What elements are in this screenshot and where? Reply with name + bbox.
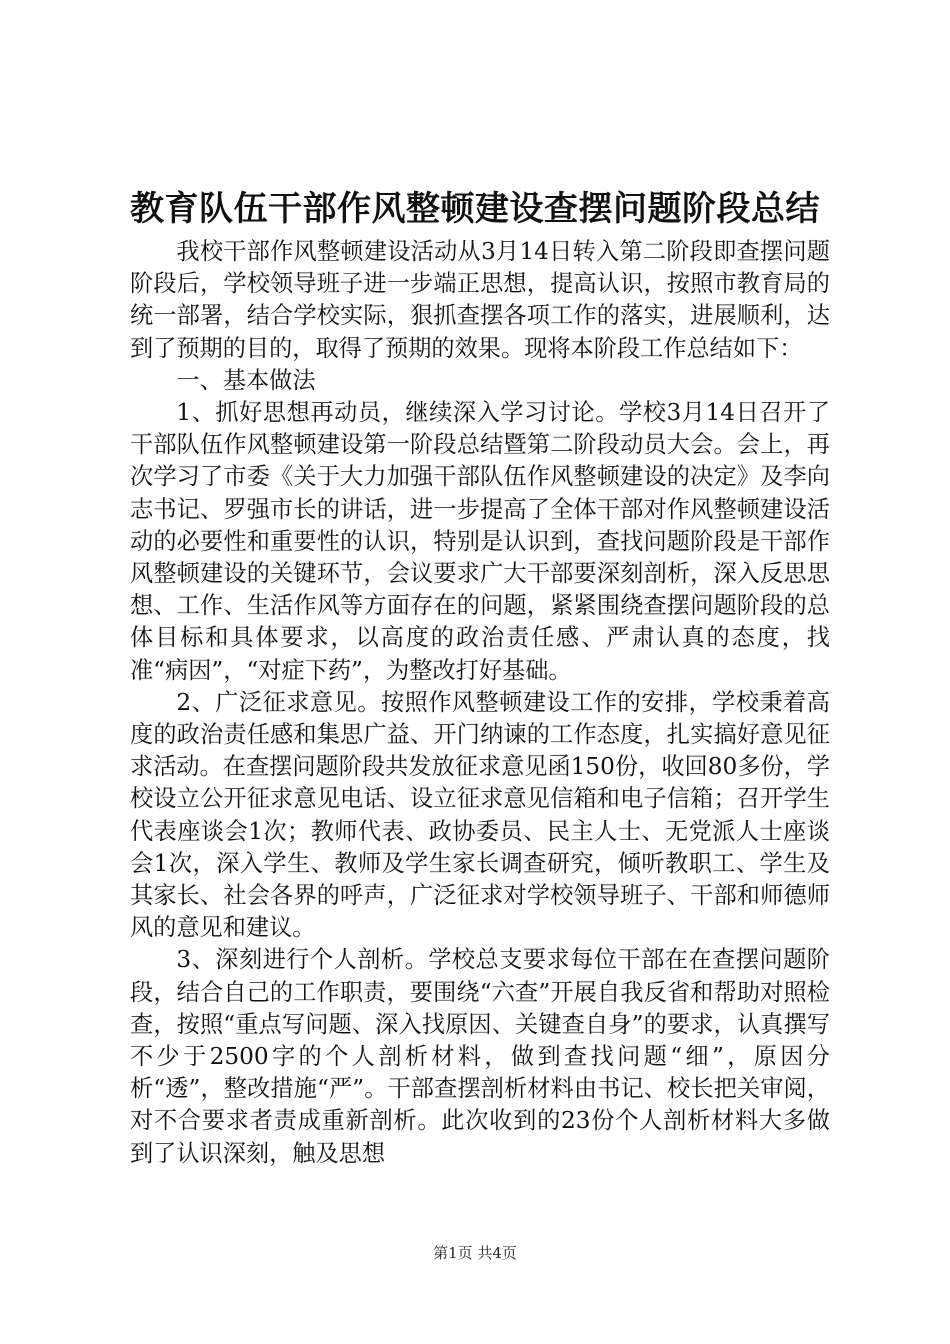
paragraph-item-1: 1、抓好思想再动员，继续深入学习讨论。学校3月14日召开了干部队伍作风整顿建设第一阶段总结暨第二阶段动员大会。会上，再次学习了市委《关于大力加强干部队伍作风整顿建设的决定》及李向志书记、罗强市长的讲话，进一步提高了全体干部对作风整顿建设活动的必要性和重要性的认识，特别是认识到，查找问题阶段是干部作风整顿建设的关键环节，会议要求广大干部要深刻剖析，深入反思思想、工作、生活作风等方面存在的问题，紧紧围绕查摆问题阶段的总体目标和具体要求，以高度的政治责任感、严肃认真的态度，找准“病因”，“对症下药”，为整改打好基础。	[130, 399, 830, 684]
paragraph-item-3: 3、深刻进行个人剖析。学校总支要求每位干部在在查摆问题阶段，结合自己的工作职责，要围绕“六查”开展自我反省和帮助对照检查，按照“重点写问题、深入找原因、关键查自身”的要求，认真撰写不少于2500字的个人剖析材料，做到查找问题“细”，原因分析“透”，整改措施“严”。干部查摆剖析材料由书记、校长把关审阅，对不合要求者责成重新剖析。此次收到的23份个人剖析材料大多做到了认识深刻，触及思想	[130, 946, 830, 1167]
page-number-footer: 第1页 共4页	[433, 1244, 517, 1262]
section-heading-basic-methods: 一、基本做法	[176, 366, 316, 394]
document-title: 教育队伍干部作风整顿建设查摆问题阶段总结	[130, 189, 820, 229]
paragraph-item-2: 2、广泛征求意见。按照作风整顿建设工作的安排，学校秉着高度的政治责任感和集思广益、开门纳谏的工作态度，扎实搞好意见征求活动。在查摆问题阶段共发放征求意见函150份，收回80多份，学校设立公开征求意见电话、设立征求意见信箱和电子信箱；召开学生代表座谈会1次；教师代表、政协委员、民主人士、无党派人士座谈会1次，深入学生、教师及学生家长调查研究，倾听教职工、学生及其家长、社会各界的呼声，广泛征求对学校领导班子、干部和师德师风的意见和建议。	[130, 688, 830, 942]
document-body	[130, 236, 830, 1170]
paragraph-intro: 我校干部作风整顿建设活动从3月14日转入第二阶段即查摆问题阶段后，学校领导班子进一步端正思想，提高认识，按照市教育局的统一部署，结合学校实际，狠抓查摆各项工作的落实，进展顺利，达到了预期的目的，取得了预期的效果。现将本阶段工作总结如下：	[130, 238, 830, 362]
